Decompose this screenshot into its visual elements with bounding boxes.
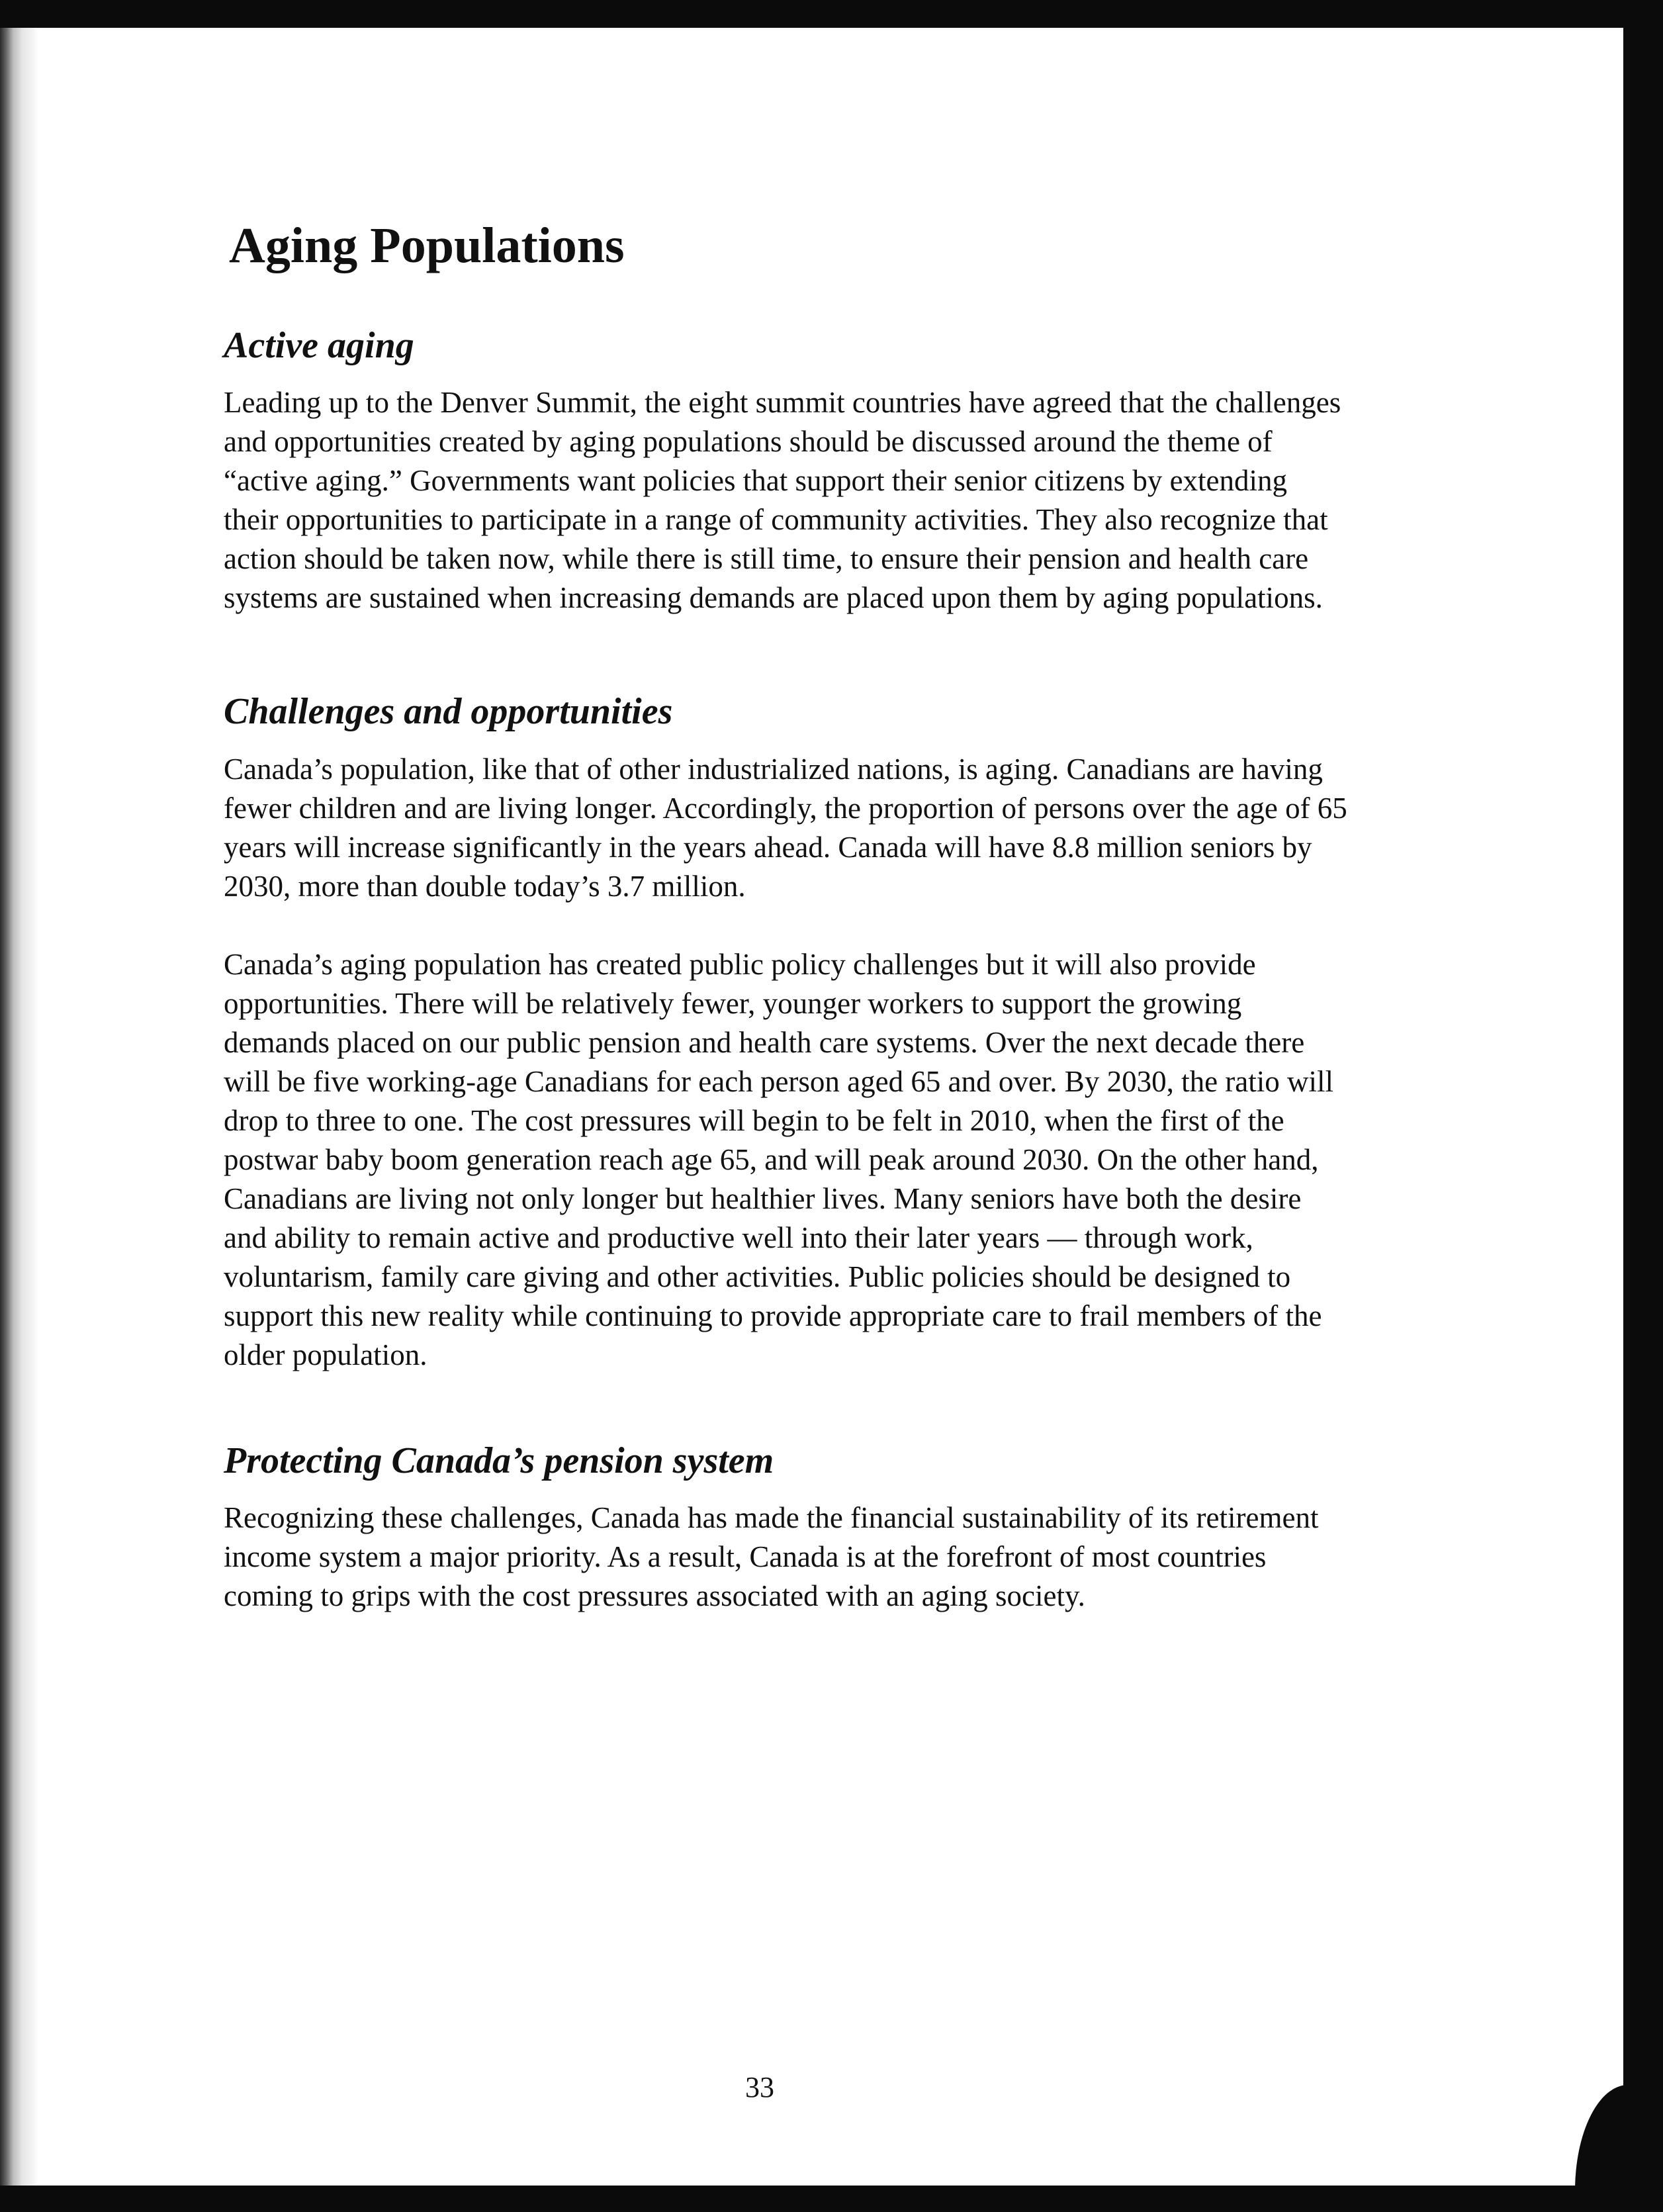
paragraph: Leading up to the Denver Summit, the eight summit countries have agreed that the challenges and opportunities created by aging populations should be discussed around the theme of “active aging.” Governments want policies that support their senior citizens by extending their opportunities to participate in a range of community activities. They also recognize that action should be taken now, while there is still time, to ensure their pension and health care systems are sustained when increasing demands are placed upon them by aging populations.	[224, 386, 1341, 615]
scan-border-right	[1623, 0, 1663, 2212]
paragraph: Canada’s aging population has created public policy challenges but it will also provide opportunities. There will be relatively fewer, younger workers to support the growing demands placed on our public pension and health care systems. Over the next decade there will be five working-age Canadians for each person aged 65 and over. By 2030, the ratio will drop to three to one. The cost pressures will begin to be felt in 2010, when the first of the postwar baby boom generation reach age 65, and will peak around 2030. On the other hand, Canadians are living not only longer but healthier lives. Many seniors have both the desire and ability to remain active and productive well into their later years — through work, voluntarism, family care giving and other activities. Public policies should be designed to support this new reality while continuing to provide appropriate care to frail members of the older population.	[224, 947, 1334, 1371]
page-number: 33	[745, 2071, 774, 2103]
section-protecting-pension-system	[224, 1441, 1349, 1616]
section-active-aging	[224, 326, 1349, 618]
section-heading: Active aging	[224, 324, 414, 366]
scan-border-top	[0, 0, 1663, 28]
section-heading: Challenges and opportunities	[224, 691, 673, 733]
paragraph: Canada’s population, like that of other industrialized nations, is aging. Canadians are having fewer children and are living longer. Accordingly, the proportion of persons over the age of 65 years will increase significantly in the years ahead. Canada will have 8.8 million seniors by 2030, more than double today’s 3.7 million.	[224, 752, 1347, 903]
page-title: Aging Populations	[229, 218, 625, 273]
scan-border-bottom	[0, 2186, 1663, 2212]
page-curl	[1575, 2085, 1628, 2191]
section-challenges-and-opportunities	[224, 692, 1349, 1375]
scan-border-left	[0, 28, 38, 2186]
page-content	[224, 218, 1349, 1616]
paragraph: Recognizing these challenges, Canada has made the financial sustainability of its retirement income system a major priority. As a result, Canada is at the forefront of most countries coming to grips with the cost pressures associated with an aging society.	[224, 1501, 1319, 1613]
section-heading: Protecting Canada’s pension system	[224, 1440, 774, 1481]
